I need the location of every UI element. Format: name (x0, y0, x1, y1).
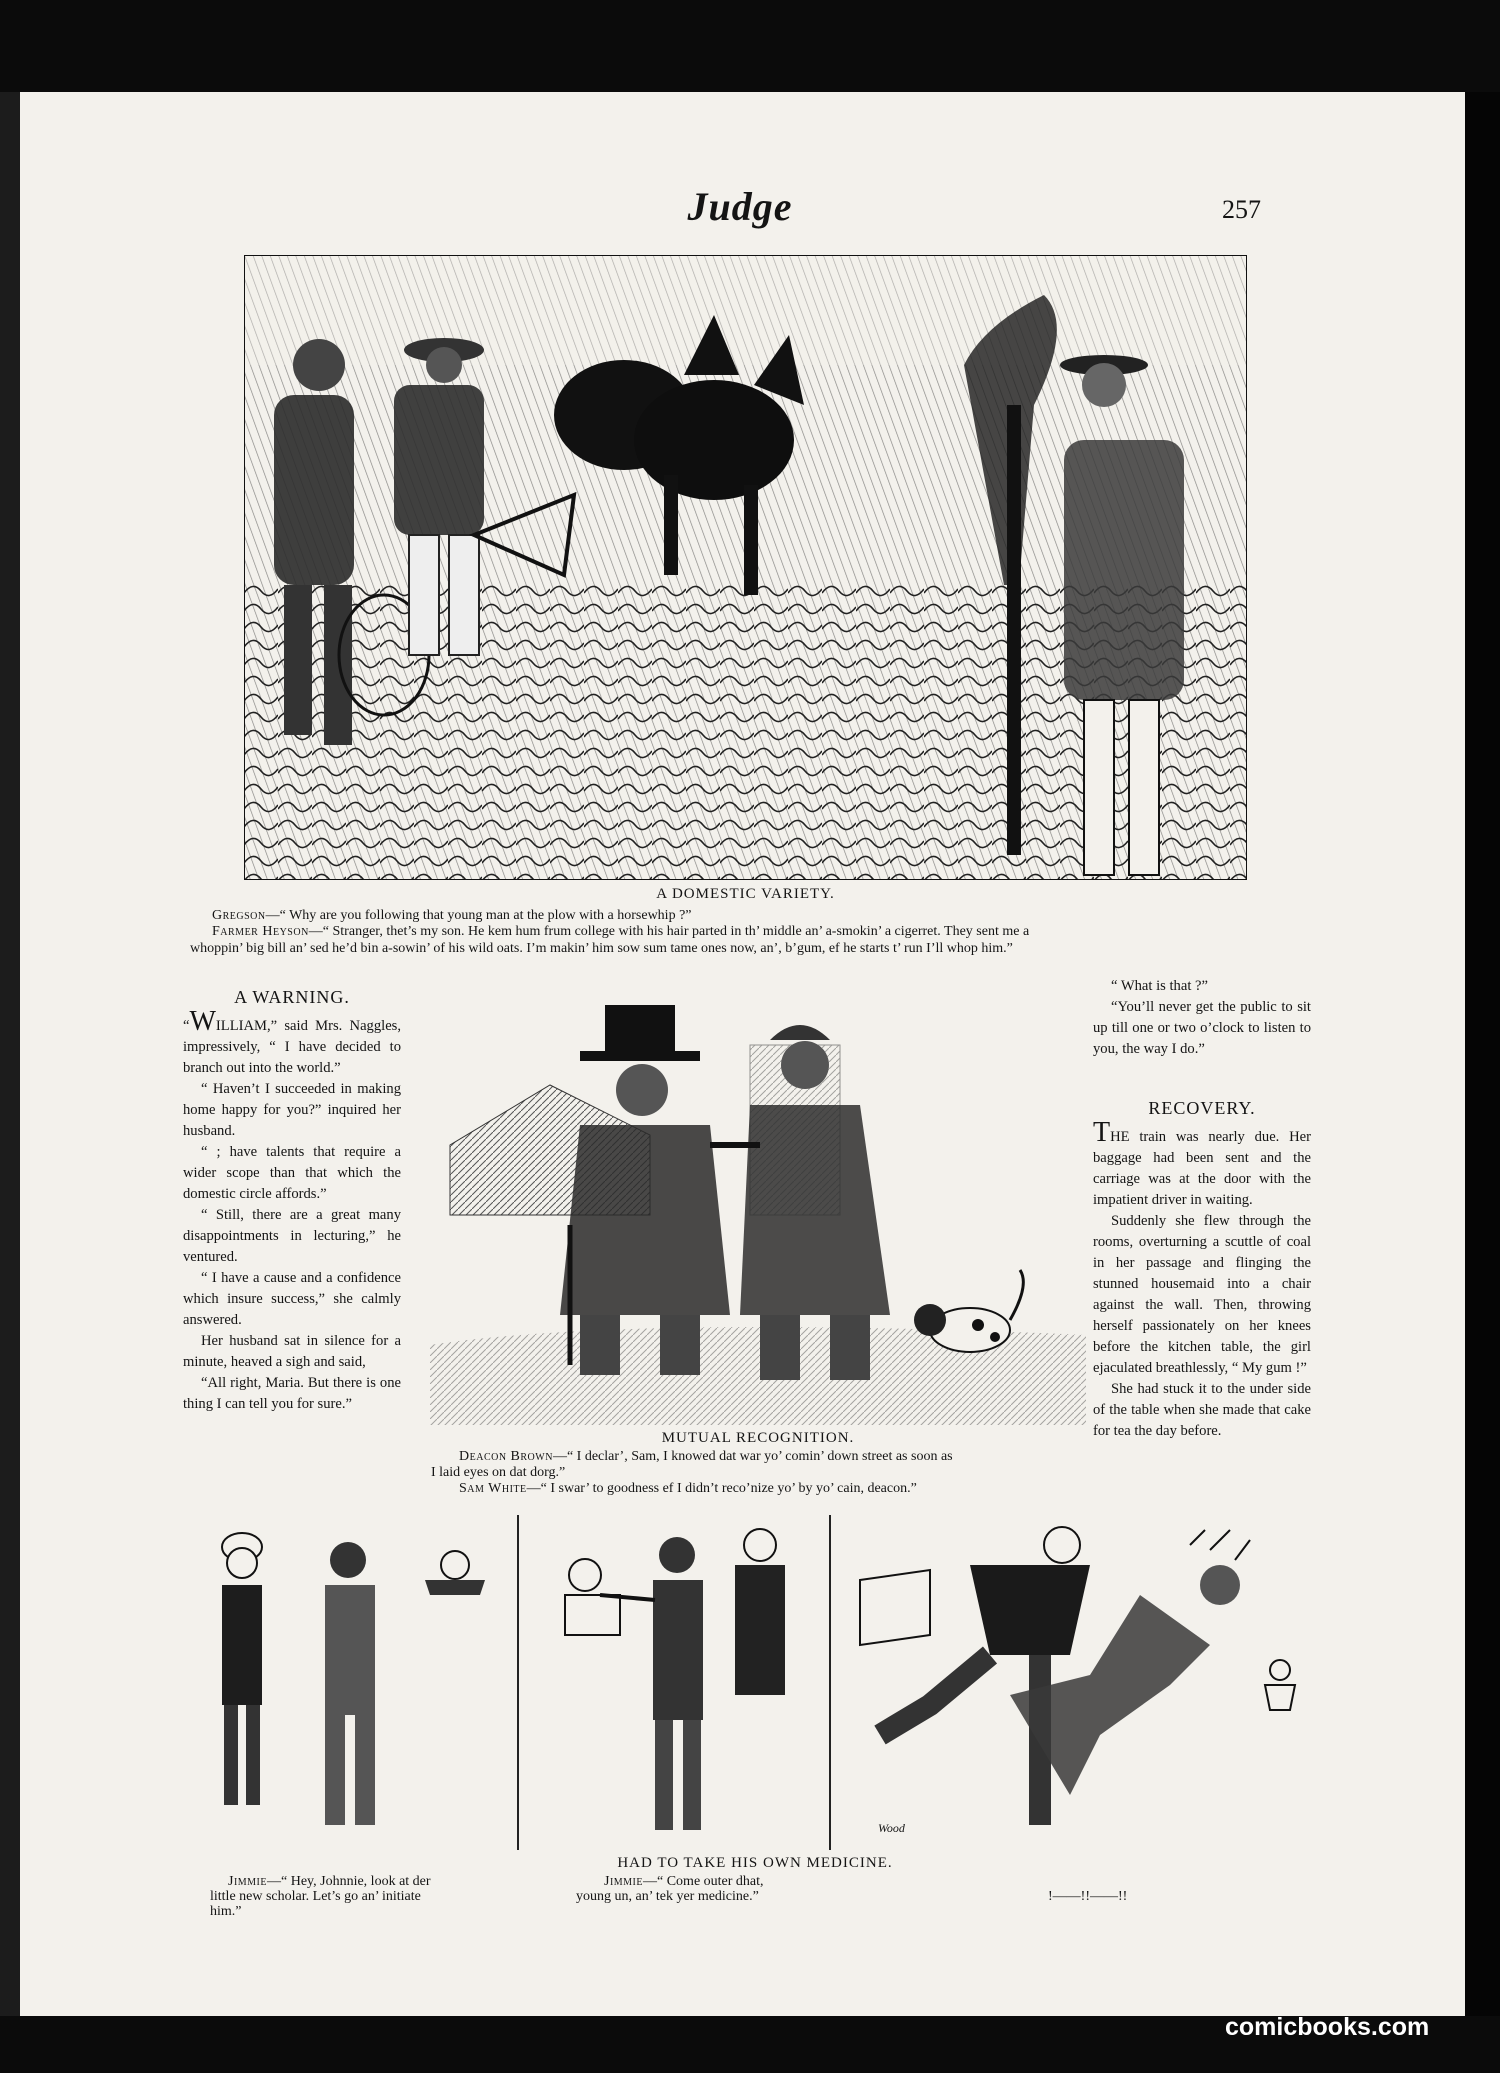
speaker-name: Sam White (459, 1481, 527, 1496)
story-warning-continued (1093, 976, 1311, 1060)
speaker-name: Jimmie (604, 1874, 643, 1889)
dialogue-text: —“ Why are you following that young man at the plow with a horsewhip ?” (265, 908, 692, 923)
speaker-name: Gregson (212, 908, 266, 923)
page-number: 257 (1222, 195, 1261, 224)
site-watermark[interactable]: comicbooks.com (1225, 2013, 1430, 2041)
speaker-name: Deacon Brown (459, 1449, 553, 1464)
drop-cap: W (189, 1006, 216, 1037)
dialogue-text: —“ I swar’ to goodness ef I didn’t reco’nize yo’ by yo’ cain, deacon.” (526, 1481, 917, 1496)
speaker-name: Farmer Heyson (212, 924, 309, 939)
story-paragraph: “WILLIAM,” said Mrs. Naggles, impressively, “ I have decided to branch out into the world.” (183, 1006, 401, 1076)
caption-line: !——!!——!! (1048, 1889, 1128, 1904)
story-recovery (1093, 1098, 1311, 1442)
strip-title: HAD TO TAKE HIS OWN MEDICINE. (617, 1855, 893, 1871)
book-spine (0, 92, 20, 2016)
artist-signature: Wood (878, 1821, 905, 1835)
story-paragraph: She had stuck it to the under side of the table when she made that cake for tea the day before. (1093, 1381, 1311, 1439)
story-paragraph: “ I have a cause and a confidence which insure success,” she calmly answered. (183, 1270, 401, 1328)
story-heading: A WARNING. (234, 987, 350, 1007)
story-paragraph: Her husband sat in silence for a minute, heaved a sigh and said, (183, 1333, 401, 1370)
recognition-illustration (430, 985, 1086, 1425)
masthead: Judge (687, 184, 793, 229)
cartoon-title: MUTUAL RECOGNITION. (661, 1430, 855, 1446)
story-paragraph: “All right, Maria. But there is one thing I can tell you for sure.” (183, 1375, 401, 1412)
caption-line (212, 907, 692, 924)
panel-divider (829, 1515, 831, 1850)
caption-line: little new scholar. Let’s go an’ initiate (210, 1889, 421, 1904)
caption-line: whoppin’ big bill an’ sed he’d bin a-sowin’ of his wild oats. I’m makin’ him sow sum tame ones now, an’, b’gum, ef he starts t’ run I’ll whop him.” (190, 941, 1013, 956)
caption-line: I laid eyes on dat dorg.” (431, 1465, 566, 1480)
page-edge (1465, 92, 1500, 2016)
strip-panel-2 (525, 1525, 825, 1850)
dialogue-text: —“ I declar’, Sam, I knowed dat war yo’ comin’ down street as soon as (552, 1449, 953, 1464)
caption-line (459, 1480, 917, 1497)
story-paragraph: Suddenly she flew through the rooms, overturning a scuttle of coal in her passage and flinging the stunned housemaid into a chair against the wall. Then, throwing herself passionately on her knees before the kitchen table, the girl ejaculated breathlessly, “ My gum !” (1093, 1213, 1311, 1376)
caption-line (212, 923, 1029, 940)
story-warning (183, 987, 401, 1415)
story-heading: RECOVERY. (1148, 1098, 1256, 1118)
dialogue-text: —“ Stranger, thet’s my son. He kem hum frum college with his hair parted in th’ middle an’ a-smokin’ a cigerret. They sent me a (308, 924, 1030, 939)
drop-cap: T (1093, 1117, 1111, 1148)
strip-panel-1 (200, 1525, 512, 1850)
cartoon-title: A DOMESTIC VARIETY. (656, 886, 835, 902)
caption-line (459, 1448, 953, 1465)
story-paragraph: “ What is that ?” (1111, 978, 1208, 994)
plowing-illustration (244, 255, 1247, 880)
story-paragraph: “ Haven’t I succeeded in making home happy for you?” inquired her husband. (183, 1081, 401, 1139)
story-paragraph: “ Still, there are a great many disappointments in lecturing,” he ventured. (183, 1207, 401, 1265)
dialogue-text: —“ Hey, Johnnie, look at der (267, 1874, 431, 1889)
story-paragraph: “ ; have talents that require a wider scope than that which the domestic circle affords.” (183, 1144, 401, 1202)
story-paragraph: THE train was nearly due. Her baggage had been sent and the carriage was at the door with the impatient driver in waiting. (1093, 1117, 1311, 1208)
speaker-name: Jimmie (228, 1874, 267, 1889)
caption-line: young un, an’ tek yer medicine.” (576, 1889, 759, 1904)
dialogue-text: —“ Come outer dhat, (643, 1874, 764, 1889)
panel-divider (517, 1515, 519, 1850)
strip-panel-3 (840, 1525, 1300, 1850)
caption-line: him.” (210, 1904, 242, 1919)
story-paragraph: “You’ll never get the public to sit up till one or two o’clock to listen to you, the way I do.” (1093, 999, 1311, 1057)
